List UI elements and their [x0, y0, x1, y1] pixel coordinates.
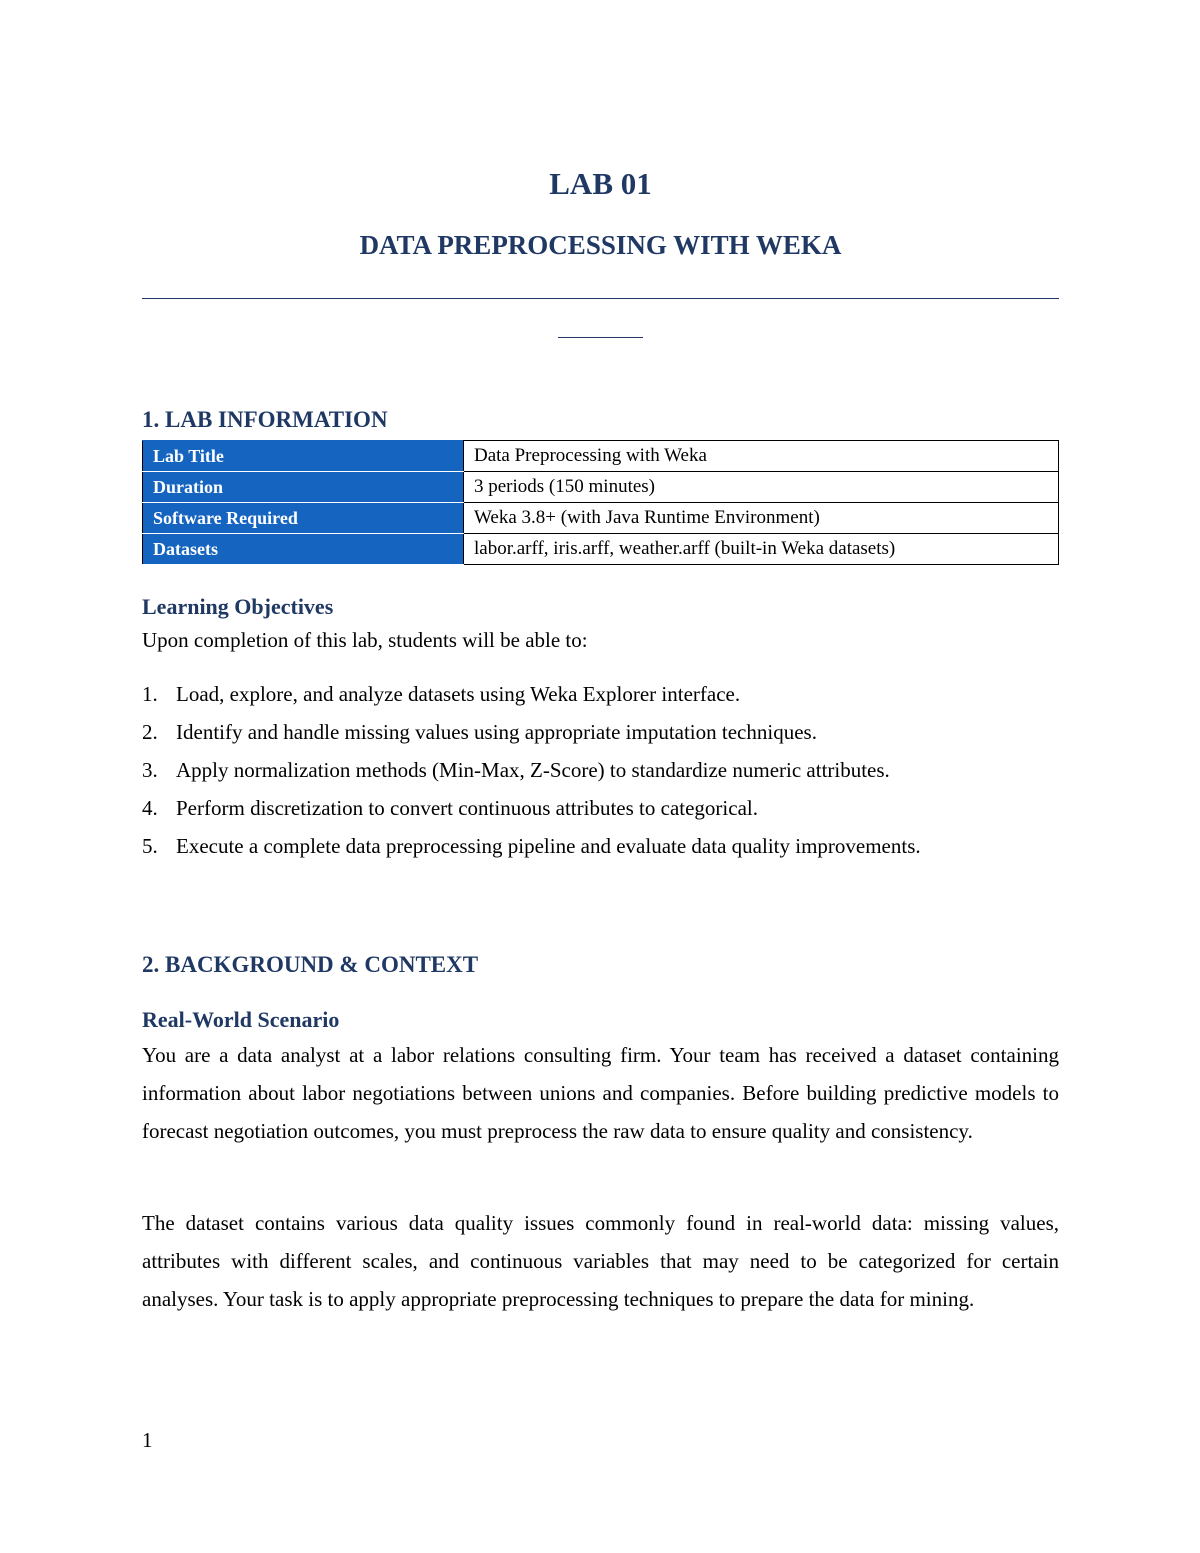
- list-item-text: Identify and handle missing values using appropriate imputation techniques.: [176, 720, 817, 744]
- list-item-text: Apply normalization methods (Min-Max, Z-Score) to standardize numeric attributes.: [176, 758, 890, 782]
- section-heading-lab-information: 1. LAB INFORMATION: [142, 407, 388, 432]
- title-divider: [142, 298, 1059, 299]
- learning-objectives-heading: Learning Objectives: [142, 594, 334, 619]
- table-row: [143, 441, 1059, 472]
- list-item: [142, 827, 1059, 865]
- section-heading-background: 2. BACKGROUND & CONTEXT: [142, 952, 479, 977]
- list-item: [142, 713, 1059, 751]
- objectives-list: [142, 675, 1059, 865]
- list-item: [142, 789, 1059, 827]
- document-title: LAB 01: [549, 166, 652, 201]
- title-divider-short: [558, 337, 643, 338]
- table-label-cell: Lab Title: [143, 441, 464, 472]
- list-item-number: 2.: [142, 720, 158, 744]
- table-value-cell: labor.arff, iris.arff, weather.arff (built-in Weka datasets): [464, 534, 1059, 565]
- table-label-cell: Datasets: [143, 534, 464, 565]
- list-item-number: 5.: [142, 834, 158, 858]
- table-row: [143, 503, 1059, 534]
- page-number: 1: [142, 1428, 153, 1452]
- list-item: [142, 675, 1059, 713]
- table-row: [143, 472, 1059, 503]
- scenario-paragraph-1: You are a data analyst at a labor relations consulting firm. Your team has received a dataset containing information about labor negotiations between unions and companies. Before building predictive models to forecast negotiation outcomes, you must preprocess the raw data to ensure quality and consistency.: [142, 1043, 1059, 1144]
- list-item-number: 3.: [142, 758, 158, 782]
- objectives-intro: Upon completion of this lab, students will be able to:: [142, 628, 588, 652]
- document-subtitle: DATA PREPROCESSING WITH WEKA: [359, 230, 842, 260]
- scenario-paragraph-2: The dataset contains various data quality issues commonly found in real-world data: missing values, attributes with different scales, and continuous variables that may need to be categorized for certain analyses. Your task is to apply appropriate preprocessing techniques to prepare the data for mining.: [142, 1211, 1059, 1312]
- table-value-cell: Weka 3.8+ (with Java Runtime Environment): [464, 503, 1059, 534]
- list-item: [142, 751, 1059, 789]
- table-label-cell: Software Required: [143, 503, 464, 534]
- list-item-number: 1.: [142, 682, 158, 706]
- list-item-text: Execute a complete data preprocessing pipeline and evaluate data quality improvements.: [176, 834, 921, 858]
- list-item-text: Perform discretization to convert continuous attributes to categorical.: [176, 796, 758, 820]
- real-world-scenario-heading: Real-World Scenario: [142, 1007, 340, 1032]
- lab-information-table: [142, 440, 1059, 565]
- table-value-cell: Data Preprocessing with Weka: [464, 441, 1059, 472]
- table-row: [143, 534, 1059, 565]
- table-label-cell: Duration: [143, 472, 464, 503]
- table-value-cell: 3 periods (150 minutes): [464, 472, 1059, 503]
- list-item-number: 4.: [142, 796, 158, 820]
- list-item-text: Load, explore, and analyze datasets using Weka Explorer interface.: [176, 682, 741, 706]
